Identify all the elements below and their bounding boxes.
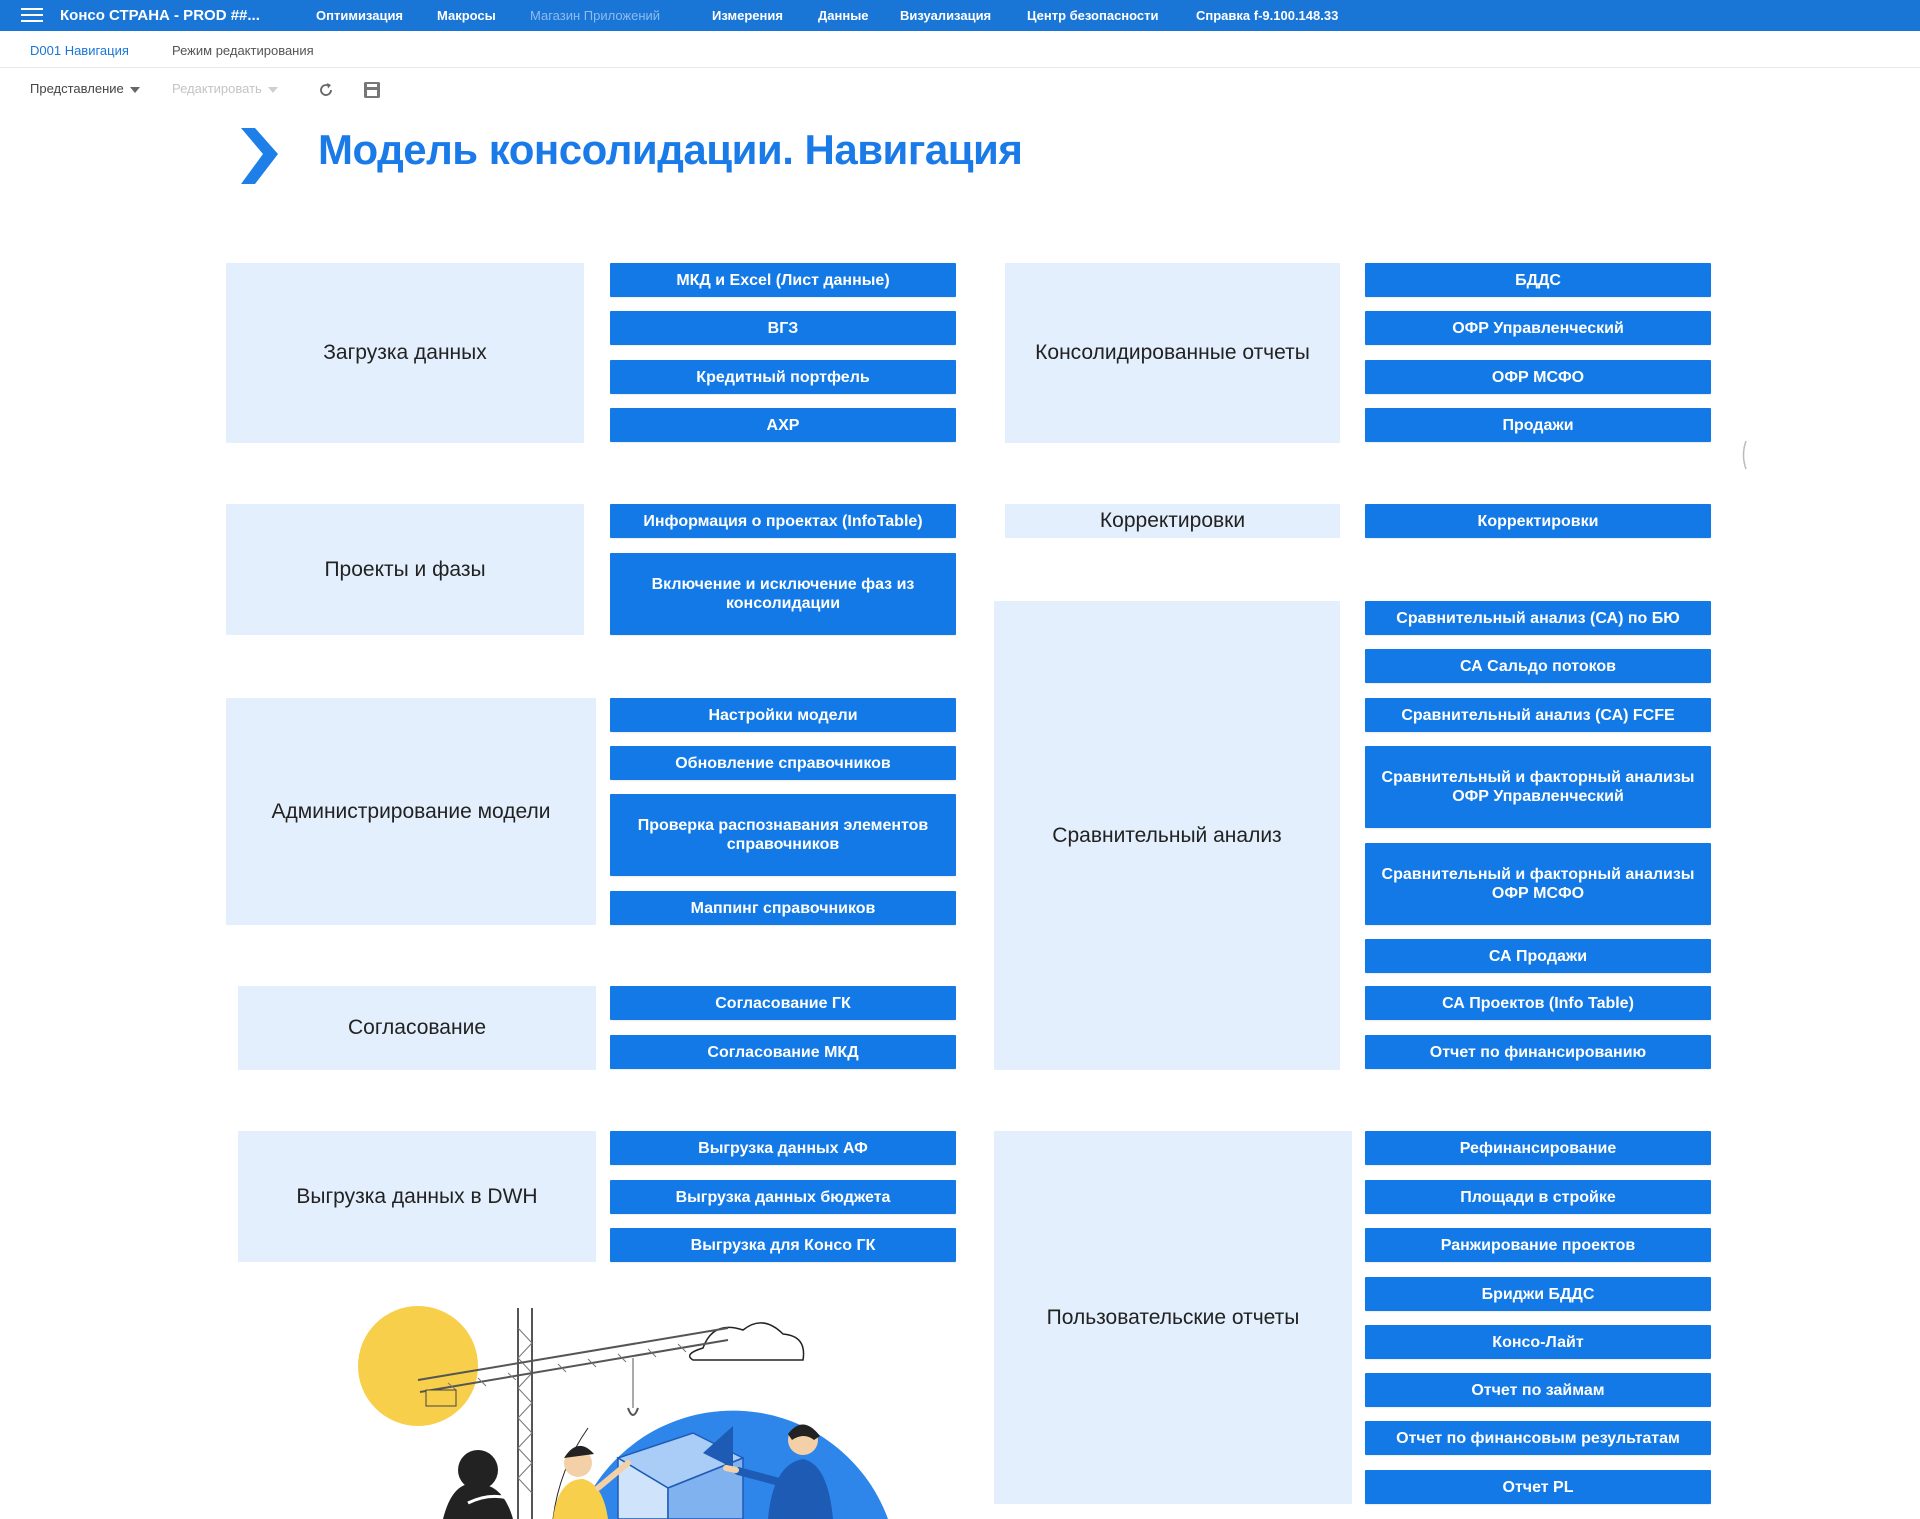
section-comparative-analysis: Сравнительный анализ — [994, 601, 1340, 1070]
ca-projects-button[interactable]: СА Проектов (Info Table) — [1365, 986, 1711, 1020]
section-adjustments: Корректировки — [1005, 504, 1340, 538]
section-dwh-export: Выгрузка данных в DWH — [238, 1131, 596, 1262]
project-info-button[interactable]: Информация о проектах (InfoTable) — [610, 504, 956, 538]
nav-visualization[interactable]: Визуализация — [900, 8, 992, 23]
team-construction-illustration — [328, 1298, 888, 1519]
section-model-admin: Администрирование модели — [226, 698, 596, 925]
ca-fcfe-button[interactable]: Сравнительный анализ (СА) FCFE — [1365, 698, 1711, 732]
app-title[interactable]: Консо СТРАНА - PROD ##... — [60, 7, 260, 24]
section-data-loading: Загрузка данных — [226, 263, 584, 443]
sales-button[interactable]: Продажи — [1365, 408, 1711, 442]
bdds-bridges-button[interactable]: Бриджи БДДС — [1365, 1277, 1711, 1311]
directory-recognition-button[interactable]: Проверка распознавания элементов справочников — [610, 794, 956, 876]
nav-optimization[interactable]: Оптимизация — [316, 8, 404, 23]
pl-report-button[interactable]: Отчет PL — [1365, 1470, 1711, 1504]
credit-portfolio-button[interactable]: Кредитный портфель — [610, 360, 956, 394]
phase-inclusion-button[interactable]: Включение и исключение фаз из консолидации — [610, 553, 956, 635]
nav-help[interactable]: Справка f-9.100.148.33 — [1196, 8, 1339, 23]
project-ranking-button[interactable]: Ранжирование проектов — [1365, 1228, 1711, 1262]
directory-mapping-button[interactable]: Маппинг справочников — [610, 891, 956, 925]
section-approval: Согласование — [238, 986, 596, 1070]
chevron-logo-icon — [233, 126, 283, 186]
export-budget-button[interactable]: Выгрузка данных бюджета — [610, 1180, 956, 1214]
approval-mkd-button[interactable]: Согласование МКД — [610, 1035, 956, 1069]
tab-bar — [0, 31, 1920, 68]
factor-analysis-management-button[interactable]: Сравнительный и факторный анализы ОФР Управленческий — [1365, 746, 1711, 828]
nav-security-center[interactable]: Центр безопасности — [1027, 8, 1159, 23]
chevron-down-icon — [130, 87, 140, 93]
export-konso-gk-button[interactable]: Выгрузка для Консо ГК — [610, 1228, 956, 1262]
cloud-icon — [690, 1323, 804, 1360]
edit-dropdown-label: Редактировать — [172, 81, 262, 96]
financing-report-button[interactable]: Отчет по финансированию — [1365, 1035, 1711, 1069]
view-dropdown[interactable] — [30, 72, 140, 106]
ca-cashflow-balance-button[interactable]: СА Сальдо потоков — [1365, 649, 1711, 683]
hamburger-icon[interactable] — [20, 6, 44, 24]
export-af-button[interactable]: Выгрузка данных АФ — [610, 1131, 956, 1165]
save-icon[interactable] — [362, 80, 382, 100]
edit-mode-label: Режим редактирования — [172, 43, 314, 58]
section-projects-phases: Проекты и фазы — [226, 504, 584, 635]
edit-dropdown — [172, 72, 278, 106]
nav-data[interactable]: Данные — [818, 8, 869, 23]
nav-macros[interactable]: Макросы — [437, 8, 496, 23]
top-bar — [0, 0, 1920, 31]
tab-navigation[interactable]: D001 Навигация — [30, 43, 129, 58]
refresh-icon[interactable] — [316, 80, 336, 100]
section-consolidated-reports: Консолидированные отчеты — [1005, 263, 1340, 443]
refinancing-button[interactable]: Рефинансирование — [1365, 1131, 1711, 1165]
update-directories-button[interactable]: Обновление справочников — [610, 746, 956, 780]
view-dropdown-label: Представление — [30, 81, 124, 96]
chevron-down-icon — [268, 87, 278, 93]
vgz-button[interactable]: ВГЗ — [610, 311, 956, 345]
ahr-button[interactable]: АХР — [610, 408, 956, 442]
construction-area-button[interactable]: Площади в стройке — [1365, 1180, 1711, 1214]
ofr-management-button[interactable]: ОФР Управленческий — [1365, 311, 1711, 345]
ofr-ifrs-button[interactable]: ОФР МСФО — [1365, 360, 1711, 394]
nav-app-store: Магазин Приложений — [530, 8, 661, 23]
nav-dimensions[interactable]: Измерения — [712, 8, 783, 23]
bdds-button[interactable]: БДДС — [1365, 263, 1711, 297]
financial-results-report-button[interactable]: Отчет по финансовым результатам — [1365, 1421, 1711, 1455]
konso-lite-button[interactable]: Консо-Лайт — [1365, 1325, 1711, 1359]
ca-sales-button[interactable]: СА Продажи — [1365, 939, 1711, 973]
section-user-reports: Пользовательские отчеты — [994, 1131, 1352, 1504]
factor-analysis-ifrs-button[interactable]: Сравнительный и факторный анализы ОФР МСФО — [1365, 843, 1711, 925]
approval-gk-button[interactable]: Согласование ГК — [610, 986, 956, 1020]
ca-bu-button[interactable]: Сравнительный анализ (СА) по БЮ — [1365, 601, 1711, 635]
loans-report-button[interactable]: Отчет по займам — [1365, 1373, 1711, 1407]
mkd-excel-button[interactable]: МКД и Excel (Лист данные) — [610, 263, 956, 297]
sun-icon — [358, 1306, 478, 1426]
scroll-marker-icon — [1740, 440, 1748, 470]
adjustments-button[interactable]: Корректировки — [1365, 504, 1711, 538]
model-settings-button[interactable]: Настройки модели — [610, 698, 956, 732]
page-title: Модель консолидации. Навигация — [318, 126, 1023, 173]
